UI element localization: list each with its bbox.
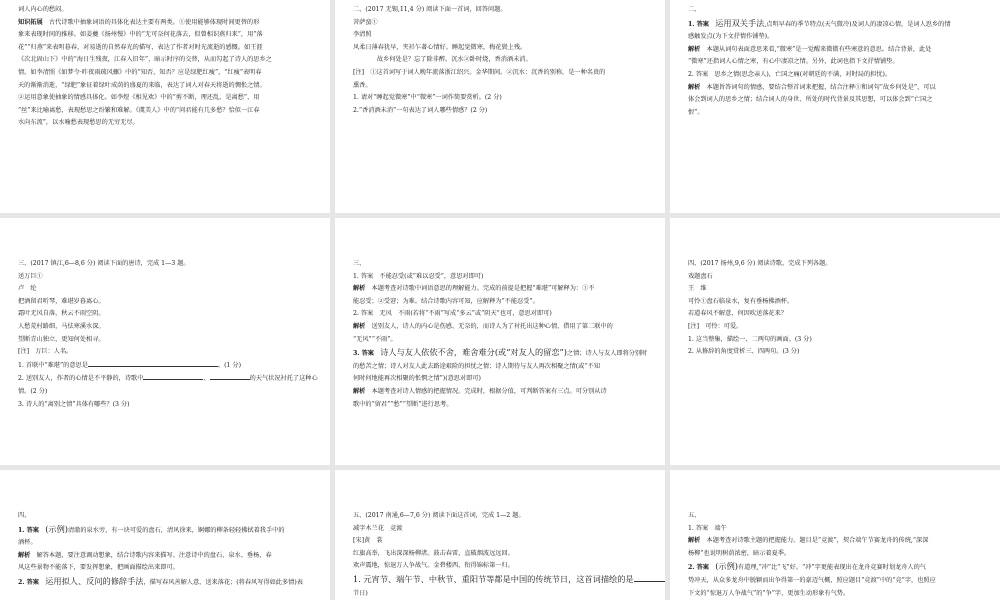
text-line: 下文的“惊退万人争战气”的“争”字，更加生动形象有气势。 xyxy=(688,589,850,597)
text-line: 感触发点(为下文抒情作铺垫)。 xyxy=(688,33,774,41)
text-line: 2. 答案 思乡之情(思念亲人)，亡国之痛(对朝廷的不满，对时局的担忧)。 xyxy=(688,70,892,78)
panel-answer-5 xyxy=(670,470,1000,600)
text-line: 四、 xyxy=(18,512,31,519)
text-line: 若道春风不解意，何因吹送落花来？ xyxy=(688,310,787,318)
text-line: 2. 从修辞的角度赏析三、四两句。(3 分) xyxy=(688,348,800,356)
text-line: “丝”来比喻离愁，表现愁思之纷繁和难解。《虞美人》中的“问君能有几多愁？恰似一江春 xyxy=(18,106,260,114)
text-line: 送万巨① xyxy=(18,272,43,280)
text-line: 花”“归燕”来表明暮春，对易逝的自然春光的描写，表达了作者对时光流逝的感慨。如王涯 xyxy=(18,43,263,51)
text-line: 2.“香消酒未消”一句表达了词人哪些情感？(2 分) xyxy=(353,106,488,114)
text-line: 二、 xyxy=(688,6,701,13)
text-line: [注] ①这首词写于词人晚年流落浙江绍兴。金华期间。②沉水：沉香的别称，是一种名贵的 xyxy=(353,68,606,76)
text-line: 王 维 xyxy=(688,285,707,293)
text-line: 戏题盘石 xyxy=(688,272,713,280)
text-line: 能忍受；②受窘；为难。结合诗歌内容可知，应解释为“不能忍受”。 xyxy=(353,297,539,305)
text-line: 二、(2017 无锡,11,4 分) 阅读下面一首词，回答问题。 xyxy=(353,6,507,13)
text-line: 天的渐渐消逝，“绿肥”象征着绿叶成荫的盛夏的来临，表达了词人对春天将逝的惆怅之情。 xyxy=(18,81,266,89)
text-line: 欢声震地，惊退万人争战气。金碧楼西，衔得锦标第一归。 xyxy=(353,562,514,570)
text-line: 菩萨蛮① xyxy=(353,18,378,26)
text-line: 恨”。 xyxy=(688,108,704,116)
panel-question-4 xyxy=(670,218,1000,465)
text-line: 知识拓展 古代诗歌中抽象词语的具体化表达主要有两类。①使用能够体现时间更替的形 xyxy=(18,18,260,26)
text-line: 解析 送别友人，诗人的内心是伤感、无奈的，而诗人为了衬托出这种心情，借用了第二联中的 xyxy=(353,322,613,330)
text-line: 把酒留君听琴，难堪岁暮离心。 xyxy=(18,297,105,305)
panel-answer-4 xyxy=(0,470,330,600)
panel-question-2 xyxy=(335,0,665,213)
text-line: 1. 请对“睡起觉微寒”中“微寒”一词作简要赏析。(2 分) xyxy=(353,94,502,102)
text-line: 水向东流”，以水喻愁表现愁思的无穷无尽。 xyxy=(18,119,139,127)
text-line: 故乡何处是？忘了除非醉。沉水②卧时烧，香消酒未消。 xyxy=(377,56,532,64)
text-line: 酒杯。 xyxy=(18,539,37,547)
text-line: 解析 解答本题，要注意调动想象，结合诗歌内容来描写。注意诗中的盘石、泉水、垂杨、春 xyxy=(18,551,272,559)
text-line: 3. 答案 诗人与友人依依不舍，难舍难分(或“对友人的留恋”)之情；诗人与友人即将分别时 xyxy=(353,347,648,358)
text-line: ②运用意象使抽象的情感具体化。如李煜《相见欢》中的“剪不断，理还乱，是离愁”，用 xyxy=(18,94,260,102)
text-line: 减字木兰花 竞渡 xyxy=(353,524,403,532)
text-line: 1. 答案 运用双关手法,点明早春的季节特点(天气微冷)及词人的凄凉心情，是词人思乡的情 xyxy=(688,17,951,28)
text-line: 何时何地能再次相聚的怅惘之情”)(意思对即可) xyxy=(353,375,481,383)
text-line: 1. 这当整集，描绘一、二两句的画面。(3 分) xyxy=(688,335,812,343)
text-line: 解析 本题旨答词句的情感，要结合整首词来把握，结合注释①和词句“故乡何处是”，可以 xyxy=(688,83,936,91)
text-line: 解析 本题考查对诗歌中词语意思的理解能力。完成的前提是把握“难堪”可解释为：①不 xyxy=(353,285,595,293)
text-line: 词人内心的愁闷。 xyxy=(18,6,68,13)
text-line: 象来表现时间的推移。如姜夔《扬州慢》中的“无可奈何花落去，似曾相识燕归来”，用“落 xyxy=(18,31,263,39)
text-line: 2. 答案 无风 不雨(若将“不雨”写成“多云”或“阴天”也可，意思对即可) xyxy=(353,310,552,318)
text-line: 3. 诗人的“离别之情”具体有哪些？(3 分) xyxy=(18,400,130,408)
text-line: 可怜①盘石临泉水，复有垂杨拂酒杯。 xyxy=(688,297,794,305)
text-line: 解析 本题考查对诗人情感的把握情况。完成时，根据分值，可判断答案有三点。可分别从诗 xyxy=(353,387,607,395)
text-line: 红旗高举，飞出深深杨柳渚。鼓击春雷，直破烟波远远回。 xyxy=(353,549,514,557)
text-line: “微寒”还指词人心情之寒，有心中凄凉之情。另外，此词也指下文抒情铺垫。 xyxy=(688,58,899,66)
text-line: 2. 答案 (示例)有道理,“冲”比“飞”好。“冲”字更能表现出在龙舟竞赛时划龙舟人的气 xyxy=(688,561,926,572)
text-line: 解析 本题考查对诗歌主题的把握能力。题目是“竞渡”，契合端午节赛龙舟的传统,“深深 xyxy=(688,537,929,545)
text-line: 望断青山独立，更知何处相寻。 xyxy=(18,335,105,343)
text-line: 风柔日薄春犹早，夹衫乍著心情好。睡起觉微寒，梅花鬓上残。 xyxy=(353,43,527,51)
panel-knowledge-extension xyxy=(0,0,330,213)
text-line: 霜叶无风自落，秋云不雨空阴。 xyxy=(18,310,105,318)
text-line: 《次北固山下》中的“海日生残夜，江春入旧年”，暗示时序的交替，从而勾起了诗人的思乡之 xyxy=(18,56,272,64)
text-line: 三、(2017 镇江,6—8,6 分) 阅读下面的唐诗，完成 1—3 题。 xyxy=(18,260,190,267)
text-line: 节日) xyxy=(353,589,368,597)
text-line: “无风”“不雨”。 xyxy=(353,335,397,343)
text-line: [注] 可怜：可爱。 xyxy=(688,322,743,330)
text-line: 的愁苦之情；诗人对友人此去路途艰险的担忧之情；诗人期待与友人再次相聚之情(或“不知 xyxy=(353,362,600,370)
text-line: 体会到词人的思乡之情；结合词人的身世、所处的时代背景及其思想，可以体会到“亡国之 xyxy=(688,96,933,104)
text-line: 卢 纶 xyxy=(18,285,37,293)
panel-question-3 xyxy=(0,218,330,465)
text-line: 风这些景物不能落下，要发挥想象，把画面描绘出来即可。 xyxy=(18,564,179,572)
panel-answer-3 xyxy=(335,218,665,465)
text-line: 情。如李清照《如梦令·昨夜雨疏风骤》中的“知否，知否？应是绿肥红瘦”，“红瘦”表明春 xyxy=(18,68,262,76)
text-line: 1. 首联中“难堪”的意思是 。(1 分) xyxy=(18,359,312,373)
text-line: 2. 送别友人，作者的心情是不平静的，诗歌中 、 的天气状况衬托了这种心 xyxy=(18,372,312,386)
text-line: 歌中的“留君”“愁”“望断”进行思考。 xyxy=(353,400,453,408)
text-line: 1. 答案 端午 xyxy=(688,524,727,532)
text-line: [注] 万巨：人名。 xyxy=(18,348,73,356)
text-line: 人愁荒村路细，马怯寒溪水深。 xyxy=(18,322,105,330)
text-line: 五、(2017 南通,6—7,6 分) 阅读下面这首词，完成 1—2 题。 xyxy=(353,512,525,519)
text-line: 1. 答案 不能忍受(或“难以忍受”，意思对即可) xyxy=(353,272,484,280)
text-line: 熏香。 xyxy=(353,81,372,89)
text-line: 2. 答案 运用拟人、反问的修辞手法，描写春风善解人意，送来落花；(将春风写得如此多情)表 xyxy=(18,575,303,586)
text-line: 势冲天，从众多龙舟中脱颖而出争得第一的豪迈气概，照应题目“竞渡”中的“竞”字，也照应 xyxy=(688,576,936,584)
text-line: 李清照 xyxy=(353,31,372,39)
text-line: 解析 本题从词句表面意思来看,“微寒”是一觉醒来微微有些寒意的意思。结合背景，此处 xyxy=(688,45,932,53)
text-line: 四、(2017 扬州,9,6 分) 阅读诗歌，完成下列各题。 xyxy=(688,260,832,267)
text-line: 五、 xyxy=(688,512,701,519)
panel-answer-2 xyxy=(670,0,1000,213)
text-line: [宋]黄 裳 xyxy=(353,537,383,545)
text-line: 1. 元宵节、端午节、中秋节、重阳节等都是中国的传统节日，这首词描绘的是 xyxy=(353,573,647,588)
text-line: 杨柳”也说明树荫浓密，暗示着夏季。 xyxy=(688,549,791,557)
text-line: 情。(2 分) xyxy=(18,387,48,395)
panel-question-5 xyxy=(335,470,665,600)
text-line: 1. 答案 (示例)清澈的泉水旁，有一块可爱的盘石，清风徐来，婀娜的柳条轻轻拂拭着我手中的 xyxy=(18,523,285,534)
text-line: 三、 xyxy=(353,260,366,267)
